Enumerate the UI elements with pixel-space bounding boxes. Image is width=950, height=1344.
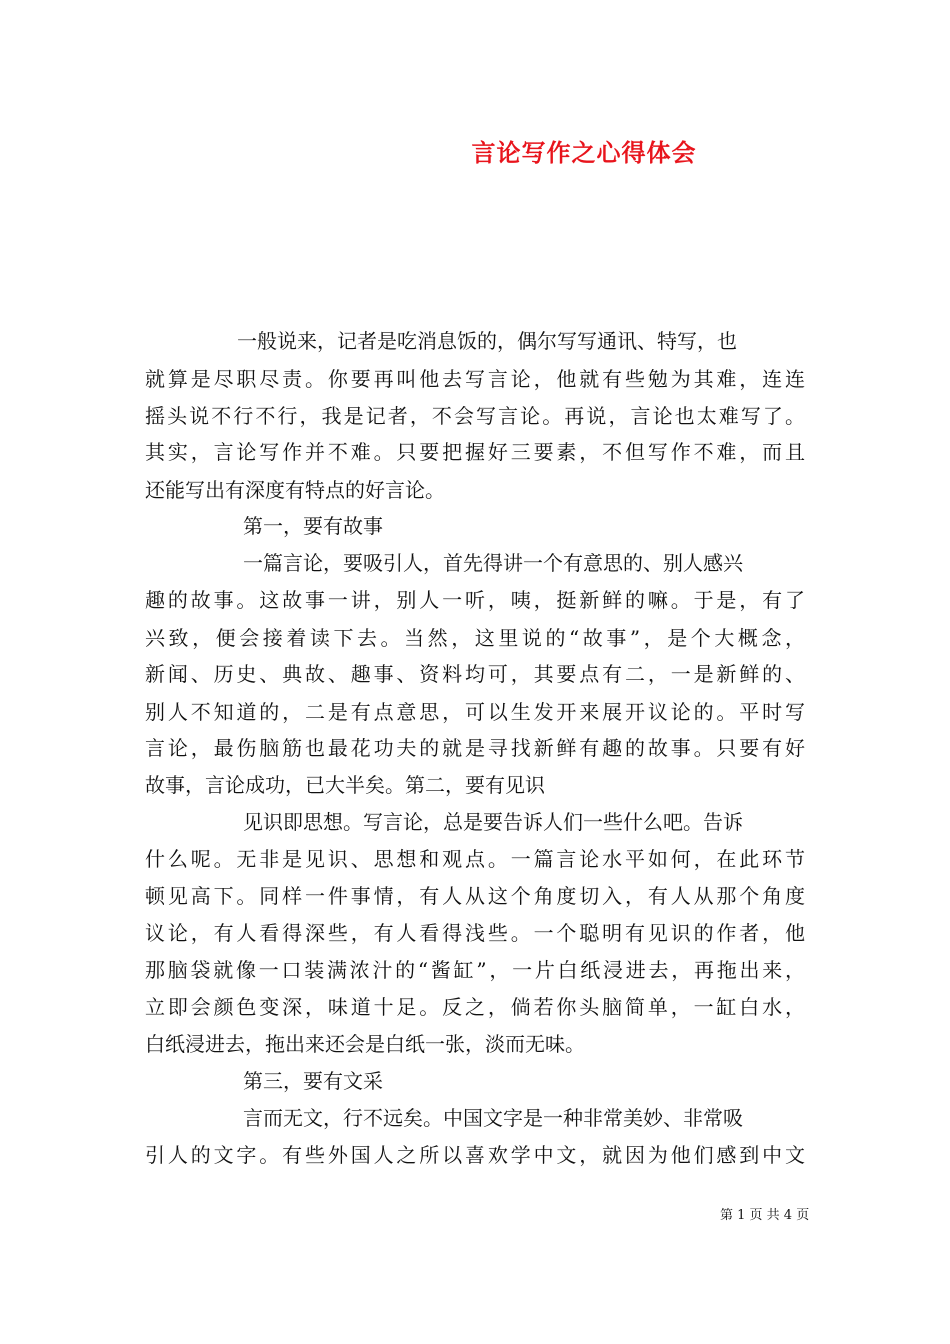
body-line: 见识即思想。写言论，总是要告诉人们一些什么吧。告诉 xyxy=(243,810,743,834)
body-line: 议论，有人看得深些，有人看得浅些。一个聪明有见识的作者，他 xyxy=(145,921,805,945)
document-title: 言论写作之心得体会 xyxy=(471,139,697,167)
page-number: 第 1 页 共 4 页 xyxy=(720,1208,810,1223)
body-line: 白纸浸进去，拖出来还会是白纸一张，淡而无味。 xyxy=(145,1032,585,1056)
body-line: 就算是尽职尽责。你要再叫他去写言论，他就有些勉为其难，连连 xyxy=(145,367,805,391)
body-line: 一般说来，记者是吃消息饭的，偶尔写写通讯、特写，也 xyxy=(237,329,737,353)
body-line: 趣的故事。这故事一讲，别人一听，咦，挺新鲜的嘛。于是，有了 xyxy=(145,588,805,612)
body-line: 立即会颜色变深，味道十足。反之，倘若你头脑简单，一缸白水， xyxy=(145,995,805,1019)
body-line: 其实，言论写作并不难。只要把握好三要素，不但写作不难，而且 xyxy=(145,440,805,464)
body-line: 还能写出有深度有特点的好言论。 xyxy=(145,478,445,502)
body-line: 言而无文，行不远矣。中国文字是一种非常美妙、非常吸 xyxy=(243,1106,743,1130)
body-line: 那脑袋就像一口装满浓汁的“酱缸”，一片白纸浸进去，再拖出来， xyxy=(145,958,805,982)
body-line: 言论，最伤脑筋也最花功夫的就是寻找新鲜有趣的故事。只要有好 xyxy=(145,736,805,760)
section-heading: 第一，要有故事 xyxy=(243,514,383,538)
body-line: 兴致，便会接着读下去。当然，这里说的“故事”，是个大概念， xyxy=(145,626,805,650)
body-line: 一篇言论，要吸引人，首先得讲一个有意思的、别人感兴 xyxy=(243,551,743,575)
section-heading: 第三，要有文采 xyxy=(243,1069,383,1093)
body-line: 别人不知道的，二是有点意思，可以生发开来展开议论的。平时写 xyxy=(145,700,805,724)
body-line: 新闻、历史、典故、趣事、资料均可，其要点有二，一是新鲜的、 xyxy=(145,662,805,686)
body-line: 顿见高下。同样一件事情，有人从这个角度切入，有人从那个角度 xyxy=(145,884,805,908)
body-line: 故事，言论成功，已大半矣。第二，要有见识 xyxy=(145,773,545,797)
body-line: 摇头说不行不行，我是记者，不会写言论。再说，言论也太难写了。 xyxy=(145,404,805,428)
body-line: 引人的文字。有些外国人之所以喜欢学中文，就因为他们感到中文 xyxy=(145,1143,805,1167)
body-line: 什么呢。无非是见识、思想和观点。一篇言论水平如何，在此环节 xyxy=(145,847,805,871)
